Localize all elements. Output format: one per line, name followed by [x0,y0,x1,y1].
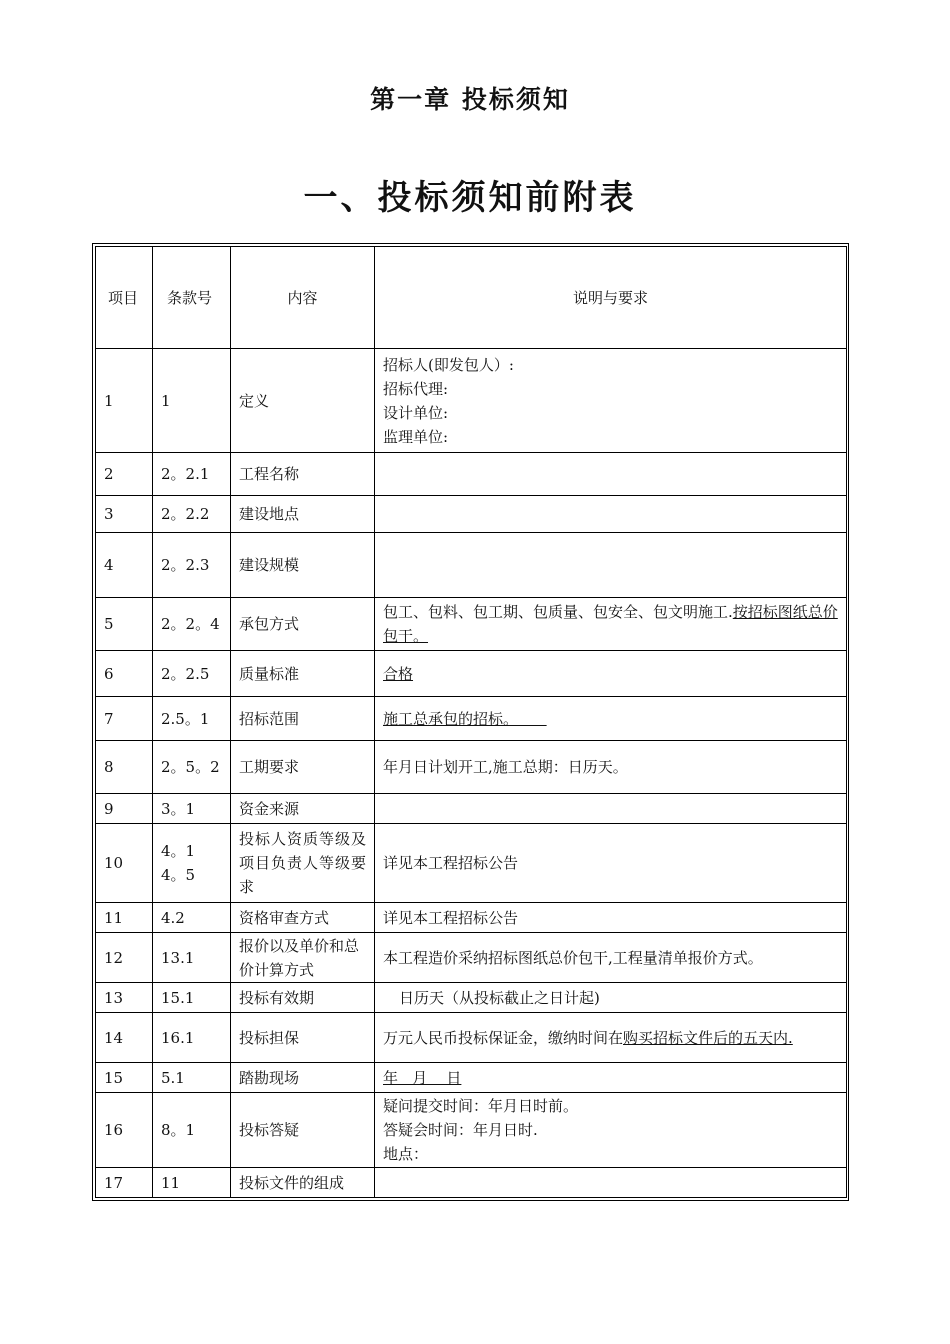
table-row [96,496,847,533]
row-clause: 2。2.2 [153,496,231,533]
table-row [96,1168,847,1198]
table-row [96,1013,847,1063]
row-description [375,453,847,496]
row-no: 12 [96,933,153,983]
desc-underlined: 按招标图纸总价包干。 [383,603,838,645]
row-description [375,794,847,824]
row-clause: 2.5。1 [153,697,231,741]
section-title: 一、投标须知前附表 [303,178,637,218]
header-item: 项目 [96,247,153,349]
table-row [96,598,847,651]
row-content: 踏勘现场 [231,1063,375,1093]
desc-underlined: 购买招标文件后的五天内. [623,1028,793,1047]
row-clause [153,824,231,903]
header-content: 内容 [231,247,375,349]
row-description: 详见本工程招标公告 [375,824,847,903]
row-description: 本工程造价采纳招标图纸总价包干,工程量清单报价方式。 [375,933,847,983]
desc-line: 招标人(即发包人）: [383,355,514,374]
row-description [375,496,847,533]
row-no: 8 [96,741,153,794]
row-no: 14 [96,1013,153,1063]
desc-underlined: 施工总承包的招标。 [383,709,547,728]
clause-line: 4。5 [161,866,196,884]
row-content: 建设地点 [231,496,375,533]
row-clause: 2。5。2 [153,741,231,794]
desc-line: 答疑会时间：年月日时. [383,1121,538,1139]
row-no: 1 [96,349,153,453]
header-clause: 条款号 [153,247,231,349]
row-no: 17 [96,1168,153,1198]
row-clause: 8。1 [153,1093,231,1168]
row-clause: 13.1 [153,933,231,983]
table-row [96,533,847,598]
table-row [96,651,847,697]
row-no: 6 [96,651,153,697]
row-no: 10 [96,824,153,903]
table-row [96,453,847,496]
table-row [96,933,847,983]
clause-line: 4。1 [161,842,196,860]
desc-line: 设计单位: [383,403,449,422]
row-content: 投标担保 [231,1013,375,1063]
row-no: 16 [96,1093,153,1168]
row-description [375,1063,847,1093]
row-clause: 2。2.3 [153,533,231,598]
table-row [96,349,847,453]
row-content: 建设规模 [231,533,375,598]
desc-underlined: 年 月 日 [383,1068,462,1087]
row-clause: 11 [153,1168,231,1198]
table-row [96,741,847,794]
row-no: 11 [96,903,153,933]
header-description: 说明与要求 [375,247,847,349]
row-clause: 16.1 [153,1013,231,1063]
row-clause: 15.1 [153,983,231,1013]
row-no: 3 [96,496,153,533]
row-clause: 2。2.1 [153,453,231,496]
desc-line: 疑问提交时间：年月日时前。 [383,1097,579,1115]
table-row [96,794,847,824]
row-clause: 2。2.5 [153,651,231,697]
table-row [96,1063,847,1093]
table-row [96,903,847,933]
row-description [375,1093,847,1168]
row-clause: 2。2。4 [153,598,231,651]
table-row [96,697,847,741]
row-description: 详见本工程招标公告 [375,903,847,933]
row-description [375,983,847,1013]
row-content: 投标有效期 [231,983,375,1013]
row-content: 工期要求 [231,741,375,794]
row-description [375,651,847,697]
row-description: 年月日计划开工,施工总期：日历天。 [375,741,847,794]
row-no: 4 [96,533,153,598]
row-clause: 3。1 [153,794,231,824]
row-content: 资金来源 [231,794,375,824]
desc-text: 万元人民币投标保证金，缴纳时间在 [383,1028,624,1047]
row-description [375,533,847,598]
row-no: 5 [96,598,153,651]
row-content: 质量标准 [231,651,375,697]
table-row [96,1093,847,1168]
row-content: 定义 [231,349,375,453]
desc-underlined: 合格 [383,664,414,683]
table-header-row [96,247,847,349]
row-description [375,349,847,453]
row-description [375,697,847,741]
row-content: 承包方式 [231,598,375,651]
row-description [375,1013,847,1063]
desc-line: 地点： [383,1145,429,1163]
row-content: 工程名称 [231,453,375,496]
row-clause: 1 [153,349,231,453]
desc-text: 日历天（从投标截止之日计起) [399,988,600,1007]
desc-line: 招标代理: [383,379,449,398]
row-no: 7 [96,697,153,741]
row-description [375,598,847,651]
table-row [96,824,847,903]
row-no: 2 [96,453,153,496]
row-content: 报价以及单价和总价计算方式 [231,933,375,983]
row-content: 投标人资质等级及项目负责人等级要求 [231,824,375,903]
row-content: 资格审查方式 [231,903,375,933]
row-no: 15 [96,1063,153,1093]
row-content: 投标文件的组成 [231,1168,375,1198]
row-content: 投标答疑 [231,1093,375,1168]
desc-line: 监理单位: [383,427,449,446]
table-row [96,983,847,1013]
row-description [375,1168,847,1198]
row-clause: 5.1 [153,1063,231,1093]
desc-text: 包工、包料、包工期、包质量、包安全、包文明施工. [383,603,733,621]
table-frame [92,243,849,1201]
row-clause: 4.2 [153,903,231,933]
row-no: 13 [96,983,153,1013]
row-no: 9 [96,794,153,824]
chapter-title: 第一章 投标须知 [370,85,570,114]
bid-instructions-table [95,246,847,1198]
row-content: 招标范围 [231,697,375,741]
